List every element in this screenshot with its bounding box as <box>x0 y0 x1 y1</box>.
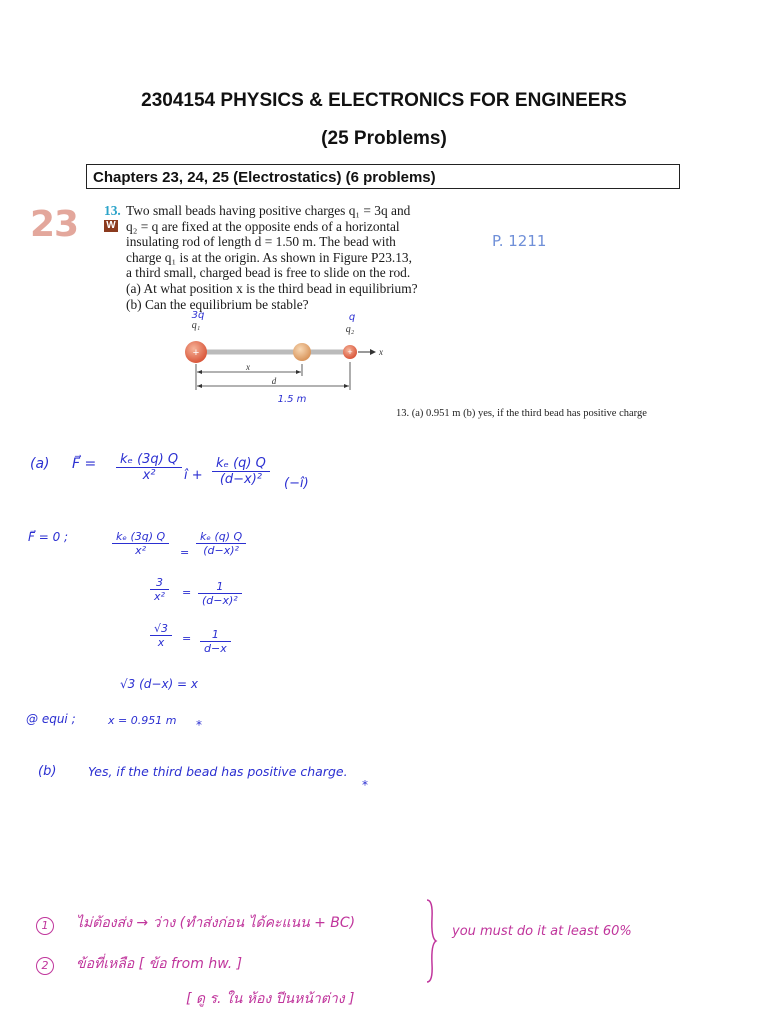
brace-icon <box>424 898 438 984</box>
eq3-right: $\frac{1}{d-x}$ <box>200 628 231 655</box>
q2-handwritten: q <box>348 312 356 323</box>
part-a-label: (a) <box>30 456 50 472</box>
problem-line: a third small, charged bead is free to slide on the rod. <box>126 265 411 281</box>
eq3-left: $\frac{√3}{x}$ <box>150 622 172 649</box>
problem-count: (25 Problems) <box>321 128 447 149</box>
side-note: you must do it at least 60% <box>452 924 632 939</box>
part-b-label: (b) <box>38 764 57 779</box>
x-dimension-label: x <box>246 362 250 372</box>
page-reference: P. 1211 <box>492 232 547 250</box>
bead-figure <box>170 308 400 408</box>
problem-line: (a) At what position x is the third bead in equilibrium? <box>126 280 418 296</box>
q2-label: q₂ <box>345 324 355 335</box>
note-2-number: 2 <box>36 957 54 975</box>
bead-q1-sign: + <box>192 347 200 359</box>
x-axis-arrow <box>370 349 376 355</box>
bead-third <box>293 343 311 361</box>
web-badge: W <box>104 220 118 232</box>
d-dimension-label: d <box>271 376 277 386</box>
bead-q2-sign: + <box>347 347 353 357</box>
eq1-right: $\frac{\text{kₑ (q) Q}}{\text{(d−x)²}}$ <box>196 530 246 557</box>
part-b-star: * <box>362 778 368 792</box>
problem-number: 13. <box>104 203 121 218</box>
force-term-2: $\frac{\text{kₑ (q) Q}}{\text{(d−x)²}}$ <box>212 456 270 487</box>
answer-key: 13. (a) 0.951 m (b) yes, if the third bead has positive charge <box>396 408 647 419</box>
problem-line: insulating rod of length d = 1.50 m. The bead with <box>126 234 396 250</box>
force-term-2-unit: (−î) <box>284 476 309 491</box>
force-term-1: $\frac{\text{kₑ (3q) Q}}{\text{x²}}$ <box>116 452 182 483</box>
eq2-right: $\frac{1}{\text{(d−x)²}}$ <box>198 580 242 607</box>
equilibrium-result: x = 0.951 m <box>108 714 177 727</box>
note-1-number: 1 <box>36 917 54 935</box>
chapter-number-handwritten: 23 <box>30 204 79 245</box>
note-3-text: [ ดู ร. ใน ห้อง ปีนหน้าต่าง ] <box>186 991 355 1007</box>
problem-statement <box>104 203 474 312</box>
force-lhs: F⃗ = <box>72 456 97 472</box>
part-b-answer: Yes, if the third bead has positive charge. <box>88 764 348 779</box>
force-term-1-unit: î + <box>184 468 203 483</box>
problem-line: Two small beads having positive charges q₁ = 3q and <box>126 203 411 218</box>
course-title: 2304154 PHYSICS & ELECTRONICS FOR ENGINEERS <box>141 90 627 111</box>
zero-condition: F⃗ = 0 ; <box>28 530 69 544</box>
equilibrium-label: @ equi ; <box>26 712 76 726</box>
x-axis-label: x <box>379 347 383 357</box>
eq1-equals: = <box>180 546 190 559</box>
note-2-text: ข้อที่เหลือ [ ข้อ from hw. ] <box>76 956 243 972</box>
eq1-left: $\frac{\text{kₑ (3q) Q}}{\text{x²}}$ <box>112 530 169 557</box>
result-star: * <box>196 718 202 732</box>
eq2-left: $\frac{3}{\text{x²}}$ <box>150 576 169 603</box>
q1-handwritten: 3q <box>191 310 205 321</box>
problem-line: q₂ = q are fixed at the opposite ends of a horizontal <box>126 218 400 234</box>
d-handwritten: 1.5 m <box>277 394 307 405</box>
chapter-heading: Chapters 23, 24, 25 (Electrostatics) (6 problems) <box>86 164 680 189</box>
note-1-text: ไม่ต้องส่ง → ว่าง (ทำส่งก่อน ได้คะแนน + BC) <box>76 915 356 931</box>
eq2-equals: = <box>182 586 192 599</box>
problem-line: charge q₁ is at the origin. As shown in Figure P23.13, <box>126 249 412 265</box>
eq3-equals: = <box>182 632 192 645</box>
q1-label: q₁ <box>191 320 201 331</box>
eq4: √3 (d−x) = x <box>120 677 199 691</box>
problem-line: (b) Can the equilibrium be stable? <box>126 296 309 312</box>
